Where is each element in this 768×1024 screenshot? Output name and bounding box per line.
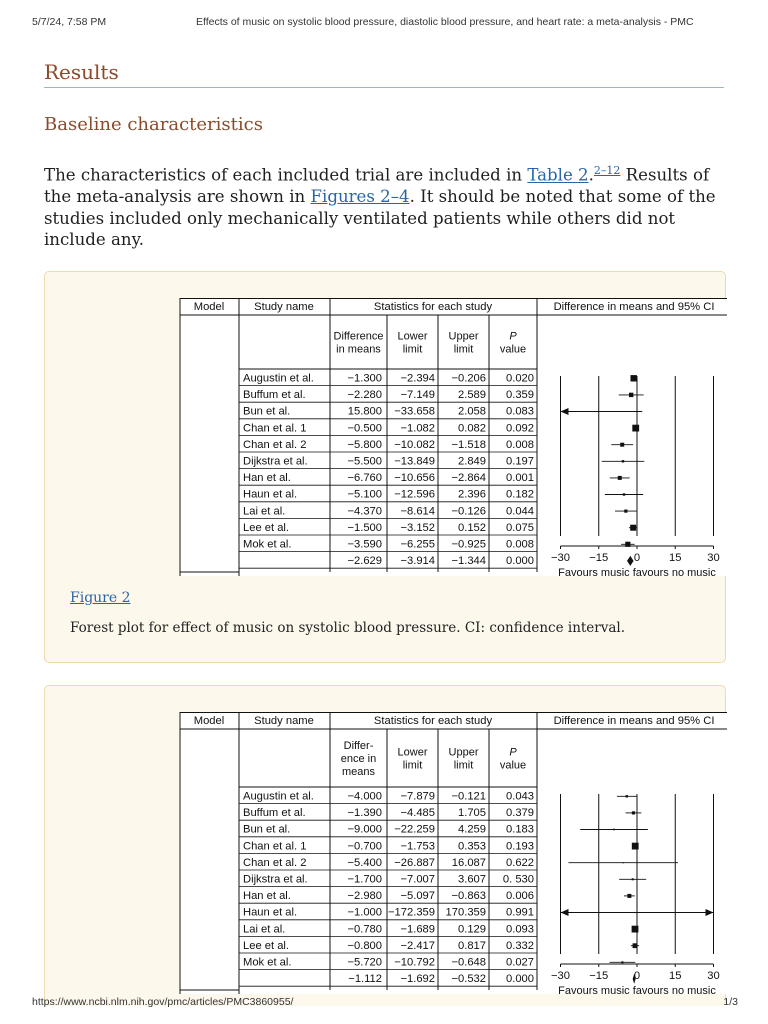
p-value-cell: 0.092: [506, 422, 534, 435]
axis-tick-label: 15: [669, 552, 682, 564]
print-page-number: 1/3: [723, 996, 738, 1008]
study-name-cell: Chan et al. 2: [243, 856, 307, 869]
subheader-label: Lower: [397, 330, 428, 343]
subsection-title: Baseline characteristics: [44, 114, 263, 135]
axis-tick-label: 0: [633, 552, 641, 564]
study-name-cell: Dijkstra et al.: [243, 455, 308, 468]
upper-limit-cell: 3.607: [458, 873, 486, 886]
p-value-cell: 0.020: [506, 372, 534, 385]
axis-tick-label: −15: [589, 970, 609, 982]
diff-cell: −6.760: [347, 472, 382, 485]
figure-3-image[interactable]: [179, 712, 727, 994]
p-value-cell: 0.379: [506, 807, 534, 820]
print-page-title: Effects of music on systolic blood pressure, diastolic blood pressure, and heart rate: a meta-analysis - PMC: [196, 16, 694, 28]
lower-limit-cell: −5.097: [400, 890, 435, 903]
diff-cell: −3.590: [347, 538, 382, 551]
diff-cell: −5.800: [347, 438, 382, 451]
diff-cell: −1.300: [347, 372, 382, 385]
upper-limit-cell: 2.058: [458, 405, 486, 418]
study-estimate-square: [630, 525, 636, 531]
subheader-label: limit: [402, 759, 423, 772]
axis-label: Favours music favours no music: [558, 567, 716, 576]
p-value-cell: 0.359: [506, 389, 534, 402]
pooled-estimate-diamond: [627, 556, 634, 566]
lower-limit-cell: −6.255: [400, 538, 435, 551]
study-name-cell: Haun et al.: [243, 906, 298, 919]
header-statistics: Statistics for each study: [373, 301, 493, 313]
study-estimate-square: [634, 912, 635, 913]
diff-cell: −5.400: [347, 856, 382, 869]
upper-limit-cell: 0.129: [458, 923, 486, 936]
diff-cell: −1.112: [348, 973, 382, 986]
diff-cell: −2.629: [347, 555, 382, 568]
subheader-label: ence in: [340, 753, 377, 765]
figures-link[interactable]: Figures 2–4: [310, 187, 410, 207]
upper-limit-cell: 2.849: [458, 455, 486, 468]
subheader-label: Upper: [448, 746, 479, 759]
study-estimate-square: [629, 393, 633, 397]
axis-tick-label: 30: [707, 970, 720, 982]
ci-arrow-left: [561, 408, 569, 415]
p-value-cell: 0.991: [506, 906, 534, 919]
lower-limit-cell: −3.914: [400, 555, 435, 568]
study-estimate-square: [632, 843, 639, 850]
lower-limit-cell: −1.753: [400, 840, 435, 853]
p-value-cell: 0.622: [506, 856, 534, 869]
header-model: Model: [193, 301, 225, 313]
study-estimate-square: [623, 493, 625, 495]
study-name-cell: Augustin et al.: [243, 372, 314, 385]
upper-limit-cell: −0.206: [451, 372, 486, 385]
upper-limit-cell: −0.126: [451, 505, 486, 518]
section-divider: [44, 87, 724, 88]
study-name-cell: Mok et al.: [243, 538, 292, 551]
subheader-label: Difference: [333, 330, 384, 343]
diff-cell: −1.000: [347, 906, 382, 919]
header-study-name: Study name: [254, 301, 314, 313]
upper-limit-cell: −0.925: [451, 538, 486, 551]
axis-label: Favours music favours no music: [558, 985, 716, 994]
study-estimate-square: [630, 375, 636, 381]
lower-limit-cell: −7.879: [400, 790, 435, 803]
upper-limit-cell: 0.817: [458, 939, 486, 952]
lower-limit-cell: −2.394: [400, 372, 435, 385]
study-estimate-square: [624, 510, 627, 513]
p-value-cell: 0.000: [506, 973, 534, 986]
study-estimate-square: [632, 878, 634, 880]
study-estimate-square: [618, 476, 622, 480]
print-header: [32, 16, 694, 30]
p-value-cell: 0.027: [506, 956, 534, 969]
upper-limit-cell: 170.359: [445, 906, 486, 919]
p-value-cell: 0.182: [506, 488, 534, 501]
subheader-label: Lower: [397, 746, 428, 759]
paragraph-text: .: [588, 165, 594, 185]
lower-limit-cell: −2.417: [400, 939, 435, 952]
p-value-cell: 0.043: [506, 790, 534, 803]
upper-limit-cell: −0.121: [451, 790, 486, 803]
p-value-cell: 0. 530: [502, 873, 534, 886]
axis-tick-label: −30: [551, 970, 570, 982]
upper-limit-cell: 1.705: [458, 807, 486, 820]
upper-limit-cell: 0.353: [458, 840, 486, 853]
axis-tick-label: −15: [589, 552, 609, 564]
subheader-label: Upper: [448, 330, 479, 343]
lower-limit-cell: −10.656: [394, 472, 435, 485]
study-estimate-square: [632, 926, 639, 933]
lower-limit-cell: −10.082: [394, 438, 435, 451]
reference-link[interactable]: 2–12: [593, 164, 621, 177]
lower-limit-cell: −10.792: [394, 956, 435, 969]
subheader-label: limit: [402, 343, 423, 356]
p-value-cell: 0.093: [506, 923, 534, 936]
diff-cell: −2.980: [347, 890, 382, 903]
study-estimate-square: [626, 795, 628, 797]
lower-limit-cell: −33.658: [394, 405, 435, 418]
p-value-cell: 0.193: [506, 840, 534, 853]
diff-cell: −5.720: [347, 956, 382, 969]
lower-limit-cell: −8.614: [400, 505, 435, 518]
lower-limit-cell: −1.692: [400, 973, 435, 986]
figure-2-image[interactable]: [179, 298, 727, 576]
print-footer: [32, 996, 738, 1010]
figure-2-link[interactable]: Figure 2: [70, 590, 131, 606]
axis-tick-label: −30: [551, 552, 570, 564]
subheader-label: P: [509, 746, 517, 759]
subheader-label: value: [499, 343, 527, 356]
diff-cell: −5.500: [347, 455, 382, 468]
lower-limit-cell: −12.596: [394, 488, 435, 501]
upper-limit-cell: 4.259: [458, 823, 486, 836]
upper-limit-cell: 0.082: [458, 422, 486, 435]
diff-cell: −0.700: [347, 840, 382, 853]
p-value-cell: 0.083: [506, 405, 534, 418]
study-name-cell: Han et al.: [243, 472, 291, 485]
upper-limit-cell: −0.648: [451, 956, 486, 969]
subheader-label: P: [509, 330, 517, 343]
p-value-cell: 0.000: [506, 555, 534, 568]
section-title: Results: [44, 60, 119, 84]
upper-limit-cell: −1.518: [451, 438, 486, 451]
study-estimate-square: [632, 425, 639, 432]
subheader-label: limit: [453, 343, 474, 356]
upper-limit-cell: −2.864: [451, 472, 486, 485]
upper-limit-cell: −0.863: [451, 890, 486, 903]
lower-limit-cell: −22.259: [394, 823, 435, 836]
study-name-cell: Chan et al. 2: [243, 438, 307, 451]
p-value-cell: 0.008: [506, 538, 534, 551]
study-name-cell: Lai et al.: [243, 505, 286, 518]
lower-limit-cell: −1.689: [400, 923, 435, 936]
lower-limit-cell: −1.082: [400, 422, 435, 435]
study-name-cell: Dijkstra et al.: [243, 873, 308, 886]
diff-cell: −1.500: [347, 521, 382, 534]
axis-tick-label: 15: [669, 970, 682, 982]
ci-arrow-right: [706, 909, 714, 916]
p-value-cell: 0.044: [506, 505, 534, 518]
study-name-cell: Bun et al.: [243, 823, 291, 836]
lower-limit-cell: −26.887: [394, 856, 435, 869]
study-name-cell: Haun et al.: [243, 488, 298, 501]
diff-cell: −9.000: [347, 823, 382, 836]
p-value-cell: 0.332: [506, 939, 534, 952]
study-name-cell: Chan et al. 1: [243, 840, 307, 853]
subheader-label: in means: [336, 343, 381, 356]
subheader-label: limit: [453, 759, 474, 772]
diff-cell: −4.000: [347, 790, 382, 803]
study-estimate-square: [627, 894, 631, 898]
header-model: Model: [193, 715, 225, 727]
upper-limit-cell: 2.589: [458, 389, 486, 402]
paragraph-text: The characteristics of each included trial are included in: [44, 165, 528, 185]
lower-limit-cell: −7.149: [400, 389, 435, 402]
p-value-cell: 0.183: [506, 823, 534, 836]
study-name-cell: Augustin et al.: [243, 790, 314, 803]
forest-plot-systolic: [179, 298, 727, 576]
study-estimate-square: [632, 811, 635, 814]
diff-cell: −4.370: [347, 505, 382, 518]
diff-cell: 15.800: [347, 405, 382, 418]
header-ci: Difference in means and 95% CI: [553, 715, 715, 727]
study-name-cell: Han et al.: [243, 890, 291, 903]
paragraph-text: Results of the meta-analysis are shown in: [44, 165, 710, 207]
study-name-cell: Chan et al. 1: [243, 422, 307, 435]
diff-cell: −0.800: [347, 939, 382, 952]
ci-arrow-left: [561, 909, 569, 916]
figure-2-container: [44, 271, 726, 663]
study-estimate-square: [621, 961, 623, 963]
lower-limit-cell: −4.485: [400, 807, 435, 820]
paragraph-text: . It should be noted that some of the studies included only mechanically ventilated patients while others did not include any.: [44, 187, 716, 250]
upper-limit-cell: 0.152: [458, 521, 486, 534]
upper-limit-cell: −1.344: [451, 555, 486, 568]
study-estimate-square: [623, 862, 624, 863]
forest-plot-diastolic: [179, 712, 727, 994]
subheader-label: Differ-: [343, 740, 374, 752]
figure-3-container: [44, 685, 726, 1006]
subheader-label: value: [499, 759, 527, 772]
diff-cell: −1.700: [347, 873, 382, 886]
diff-cell: −0.780: [347, 923, 382, 936]
header-ci: Difference in means and 95% CI: [553, 301, 715, 313]
study-estimate-square: [613, 829, 615, 831]
lower-limit-cell: −13.849: [394, 455, 435, 468]
upper-limit-cell: 2.396: [458, 488, 486, 501]
p-value-cell: 0.197: [506, 455, 534, 468]
study-estimate-square: [620, 443, 624, 447]
axis-tick-label: 30: [707, 552, 720, 564]
print-url: https://www.ncbi.nlm.nih.gov/pmc/articles/PMC3860955/: [32, 996, 294, 1008]
diff-cell: −0.500: [347, 422, 382, 435]
p-value-cell: 0.006: [506, 890, 534, 903]
study-name-cell: Lai et al.: [243, 923, 286, 936]
p-value-cell: 0.075: [506, 521, 534, 534]
print-datetime: 5/7/24, 7:58 PM: [32, 16, 107, 28]
study-name-cell: Buffum et al.: [243, 389, 306, 402]
study-estimate-square: [633, 943, 638, 948]
header-statistics: Statistics for each study: [373, 715, 493, 727]
diff-cell: −5.100: [347, 488, 382, 501]
subheader-label: means: [341, 766, 376, 778]
axis-tick-label: 0: [633, 970, 641, 982]
p-value-cell: 0.001: [506, 472, 534, 485]
lower-limit-cell: −3.152: [400, 521, 435, 534]
study-estimate-square: [622, 460, 624, 462]
study-name-cell: Buffum et al.: [243, 807, 306, 820]
upper-limit-cell: −0.532: [451, 973, 486, 986]
table-2-link[interactable]: Table 2: [527, 165, 589, 185]
diff-cell: −1.390: [347, 807, 382, 820]
diff-cell: −2.280: [347, 389, 382, 402]
lower-limit-cell: −7.007: [400, 873, 435, 886]
lower-limit-cell: −172.359: [388, 906, 435, 919]
study-name-cell: Bun et al.: [243, 405, 291, 418]
p-value-cell: 0.008: [506, 438, 534, 451]
upper-limit-cell: 16.087: [451, 856, 486, 869]
figure-2-caption: Forest plot for effect of music on systolic blood pressure. CI: confidence interval.: [70, 620, 626, 636]
results-paragraph: [44, 160, 734, 251]
study-name-cell: Lee et al.: [243, 521, 290, 534]
study-name-cell: Lee et al.: [243, 939, 290, 952]
study-name-cell: Mok et al.: [243, 956, 292, 969]
header-study-name: Study name: [254, 715, 314, 727]
